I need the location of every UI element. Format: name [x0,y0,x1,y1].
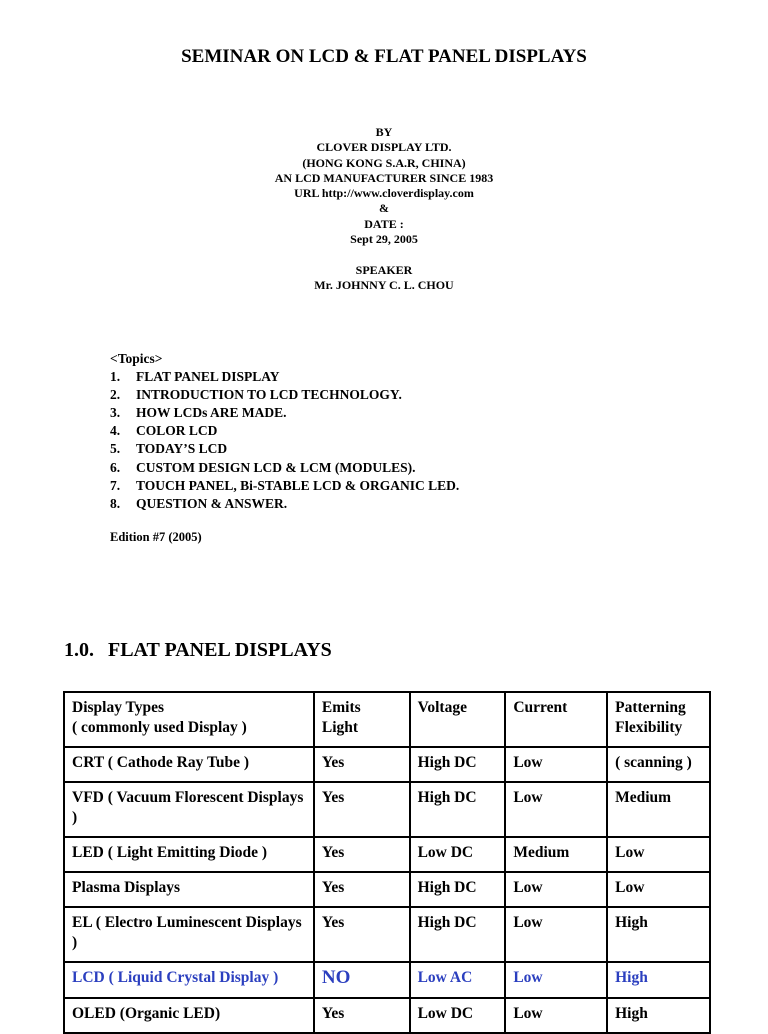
cell-patterning: High [607,962,710,998]
topic-number: 2. [110,387,121,403]
cell-current: Low [505,872,607,907]
table-row [64,837,710,872]
cell-voltage: Low AC [410,962,506,998]
cell-patterning: High [607,907,710,962]
topics-heading: <Topics> [110,351,163,366]
topic-text: TODAY’S LCD [136,441,228,457]
topic-number: 8. [110,495,121,511]
byline-date: Sept 29, 2005 [350,232,418,247]
header-voltage: Voltage [410,692,506,747]
topic-number: 7. [110,477,121,493]
topic-number: 3. [110,405,121,421]
topic-text: COLOR LCD [136,423,218,439]
cell-patterning: Low [607,837,710,872]
byline-speaker: Mr. JOHNNY C. L. CHOU [314,277,454,292]
cell-type: LCD ( Liquid Crystal Display ) [64,962,314,998]
cell-current: Low [505,962,607,998]
topic-text: QUESTION & ANSWER. [136,495,288,511]
byline-url: URL http://www.cloverdisplay.com [294,186,474,201]
byline-date-label: DATE : [364,216,404,231]
cell-current: Low [505,998,607,1033]
cell-voltage: Low DC [410,837,506,872]
topic-item [110,386,459,404]
section-heading [64,637,332,663]
topic-number: 1. [110,369,121,385]
cell-emits [314,962,410,998]
topic-number: 6. [110,459,121,475]
header-display-types: Display Types ( commonly used Display ) [64,692,314,747]
topic-text: HOW LCDs ARE MADE. [136,405,287,421]
byline-tagline: AN LCD MANUFACTURER SINCE 1983 [274,170,494,185]
cell-patterning: High [607,998,710,1033]
header-emits-light: Emits Light [314,692,410,747]
byline [0,125,768,293]
topic-number: 5. [110,441,121,457]
cell-current: Medium [505,837,607,872]
cell-voltage: Low DC [410,998,506,1033]
document-title: SEMINAR ON LCD & FLAT PANEL DISPLAYS [181,46,587,67]
topic-item [110,477,459,495]
topic-item [110,368,459,386]
cell-voltage: High DC [410,907,506,962]
cell-emits: Yes [314,782,410,837]
cell-patterning: Medium [607,782,710,837]
table-row [64,907,710,962]
table-row [64,747,710,782]
table-row [64,782,710,837]
byline-location: (HONG KONG S.A.R, CHINA) [302,155,466,170]
topic-item [110,422,459,440]
edition-note: Edition #7 (2005) [110,530,202,544]
cell-type: LED ( Light Emitting Diode ) [64,837,314,872]
topic-item [110,440,459,458]
cell-emits: Yes [314,998,410,1033]
cell-type: OLED (Organic LED) [64,998,314,1033]
topic-item [110,495,459,513]
topic-text: CUSTOM DESIGN LCD & LCM (MODULES). [136,459,416,475]
cell-emits: Yes [314,907,410,962]
cell-type: CRT ( Cathode Ray Tube ) [64,747,314,782]
byline-by: BY [375,125,393,139]
topic-text: FLAT PANEL DISPLAY [136,369,280,385]
table-row-highlighted [64,962,710,998]
section-title: FLAT PANEL DISPLAYS [108,639,332,661]
cell-emits: Yes [314,872,410,907]
topics-list [110,350,459,513]
cell-voltage: High DC [410,747,506,782]
cell-emits-value: NO [321,967,351,988]
cell-type: VFD ( Vacuum Florescent Displays ) [64,782,314,837]
cell-patterning: ( scanning ) [607,747,710,782]
section-number: 1.0. [64,639,94,661]
table-row [64,998,710,1033]
display-comparison-table [63,691,711,1034]
header-current: Current [505,692,607,747]
cell-type: Plasma Displays [64,872,314,907]
cell-emits: Yes [314,747,410,782]
topic-item [110,459,459,477]
cell-current: Low [505,782,607,837]
cell-voltage: High DC [410,872,506,907]
byline-speaker-label: SPEAKER [355,262,413,277]
cell-current: Low [505,747,607,782]
topic-number: 4. [110,423,121,439]
byline-company: CLOVER DISPLAY LTD. [316,140,452,155]
header-patterning: Patterning Flexibility [607,692,710,747]
table-header-row [64,692,710,747]
cell-type: EL ( Electro Luminescent Displays ) [64,907,314,962]
topic-text: INTRODUCTION TO LCD TECHNOLOGY. [136,387,402,403]
topic-item [110,404,459,422]
cell-patterning: Low [607,872,710,907]
table-row [64,872,710,907]
cell-current: Low [505,907,607,962]
cell-voltage: High DC [410,782,506,837]
byline-amp: & [379,201,389,216]
cell-emits: Yes [314,837,410,872]
topic-text: TOUCH PANEL, Bi-STABLE LCD & ORGANIC LED. [136,477,460,493]
